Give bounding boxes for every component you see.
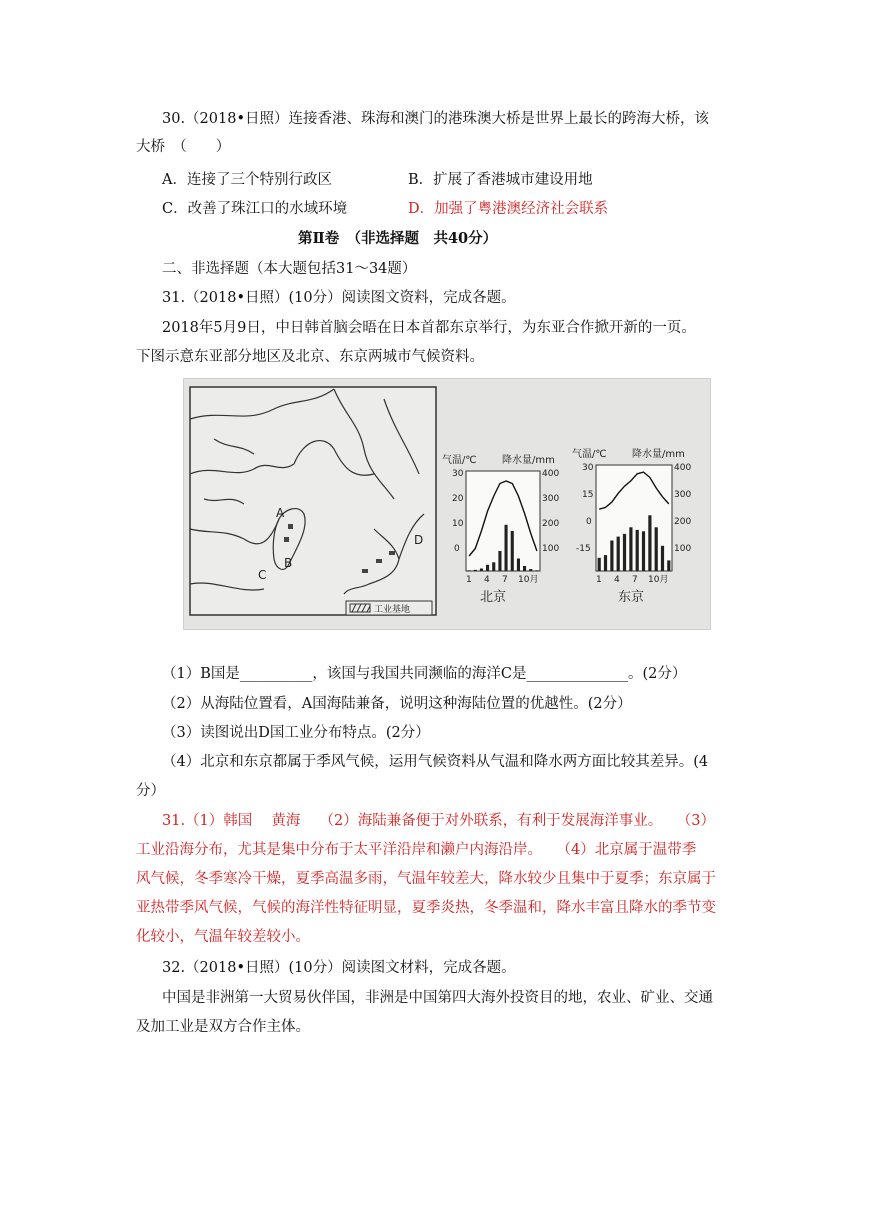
chart-beijing-precip-tick: 300 <box>542 494 560 504</box>
legend-label: 工业基地 <box>374 605 411 615</box>
chart-tokyo-month-tick: 1 <box>596 575 602 585</box>
q30-stem-line1: 30.（2018•日照）连接香港、珠海和澳门的港珠澳大桥是世界上最长的跨海大桥，该 <box>162 111 710 127</box>
chart-beijing-temp-tick: 30 <box>452 469 464 479</box>
chart-tokyo-temp-tick: 0 <box>586 517 592 527</box>
chart-tokyo-precip-bar <box>617 537 620 572</box>
map-label-a: A <box>276 506 285 520</box>
chart-tokyo-precip-bar <box>667 560 670 571</box>
chart-beijing-precip-tick: 200 <box>542 519 560 529</box>
q31-figure <box>183 378 711 630</box>
chart-beijing-temp-tick: 20 <box>452 494 464 504</box>
chart-beijing-precip-bar <box>480 569 483 572</box>
q31-answer-line1: 31.（1）韩国 黄海 （2）海陆兼备便于对外联系，有利于发展海洋事业。 （3） <box>162 813 715 829</box>
q31-intro-line1: 2018年5月9日，中日韩首脑会晤在日本首都东京举行，为东亚合作掀开新的一页。 <box>162 320 696 336</box>
chart-beijing-precip-bar <box>535 570 538 571</box>
chart-beijing-temp-tick: 10 <box>452 519 464 529</box>
q30-option-c: C．改善了珠江口的水域环境 <box>162 201 348 217</box>
map-label-b: B <box>284 556 293 570</box>
map-frame <box>190 387 436 615</box>
chart-beijing-month-tick: 4 <box>484 575 490 585</box>
q32-head: 32.（2018•日照）(10分）阅读图文材料，完成各题。 <box>162 960 516 976</box>
chart-beijing-precip-tick: 400 <box>542 469 560 479</box>
chart-beijing-temp-tick: 0 <box>454 544 460 554</box>
q31-answer-line2: 工业沿海分布，尤其是集中分布于太平洋沿岸和濑户内海沿岸。 （4）北京属于温带季 <box>136 842 697 858</box>
chart-tokyo-precip-bar <box>661 546 664 571</box>
section-subtitle: 二、非选择题（本大题包括31～34题） <box>162 261 417 277</box>
chart-tokyo-temp-tick: 15 <box>582 490 594 500</box>
chart-beijing-city: 北京 <box>480 590 507 605</box>
chart-tokyo-precip-bar <box>604 555 607 571</box>
chart-tokyo-precip-bar <box>610 541 613 572</box>
chart-tokyo-precip-tick: 200 <box>674 517 692 527</box>
chart-beijing-precip-label: 降水量/mm <box>502 455 555 466</box>
chart-beijing-precip-bar <box>468 570 471 571</box>
map-label-c: C <box>258 568 267 582</box>
chart-beijing-precip-bar <box>492 562 495 571</box>
q31-sub4-line2: 分） <box>136 783 165 799</box>
chart-tokyo-precip-bar <box>636 530 639 571</box>
chart-beijing-precip-bar <box>523 566 526 571</box>
chart-beijing-precip-bar <box>505 525 508 571</box>
q32-intro-line1: 中国是非洲第一大贸易伙伴国，非洲是中国第四大海外投资目的地，农业、矿业、交通 <box>162 990 713 1006</box>
map-label-d: D <box>414 533 424 547</box>
q31-sub2: （2）从海陆位置看，A国海陆兼备，说明这种海陆位置的优越性。(2分） <box>162 696 632 712</box>
section-title: 第Ⅱ卷 （非选择题 共40分） <box>298 230 498 247</box>
chart-tokyo-precip-tick: 400 <box>674 463 692 473</box>
chart-tokyo-city: 东京 <box>618 590 645 605</box>
climate-chart-beijing <box>442 453 559 605</box>
q31-head: 31.（2018•日照）(10分）阅读图文资料，完成各题。 <box>162 290 516 306</box>
chart-tokyo-precip-bar <box>629 527 632 571</box>
chart-tokyo-temp-label: 气温/℃ <box>572 449 607 460</box>
chart-beijing-precip-tick: 100 <box>542 544 560 554</box>
chart-beijing-precip-bar <box>517 559 520 572</box>
q31-sub4-line1: （4）北京和东京都属于季风气候，运用气候资料从气温和降水两方面比较其差异。(4 <box>162 754 709 770</box>
chart-tokyo-precip-tick: 100 <box>674 544 692 554</box>
chart-beijing-temp-label: 气温/℃ <box>442 455 477 466</box>
chart-tokyo-temp-tick: -15 <box>576 544 591 554</box>
q31-answer-line5: 化较小，气温年较差较小。 <box>136 929 310 945</box>
chart-beijing-precip-bar <box>498 551 501 571</box>
chart-tokyo-precip-bar <box>648 515 651 571</box>
chart-beijing-month-tick: 10月 <box>518 575 539 585</box>
chart-tokyo-precip-bar <box>655 527 658 571</box>
q31-sub1: （1）B国是__________，该国与我国共同濒临的海洋C是______________。(2分） <box>162 666 687 682</box>
q31-sub3: （3）读图说出D国工业分布特点。(2分） <box>162 725 430 741</box>
climate-chart-tokyo <box>572 447 691 605</box>
chart-tokyo-precip-bar <box>642 531 645 571</box>
q30-option-a: A．连接了三个特别行政区 <box>162 172 332 188</box>
chart-tokyo-precip-tick: 300 <box>674 490 692 500</box>
chart-tokyo-precip-bar <box>598 558 601 571</box>
chart-beijing-precip-bar <box>529 569 532 571</box>
chart-beijing-plot <box>466 471 540 571</box>
chart-tokyo-plot <box>596 465 672 571</box>
chart-tokyo-month-tick: 10月 <box>648 575 669 585</box>
q32-intro-line2: 及加工业是双方合作主体。 <box>136 1019 310 1035</box>
chart-tokyo-precip-label: 降水量/mm <box>632 449 685 460</box>
chart-beijing-month-tick: 1 <box>466 575 472 585</box>
chart-beijing-precip-bar <box>486 565 489 571</box>
chart-tokyo-temp-tick: 30 <box>582 463 594 473</box>
chart-tokyo-month-tick: 7 <box>632 575 638 585</box>
chart-beijing-precip-bar <box>474 570 477 571</box>
chart-beijing-month-tick: 7 <box>502 575 508 585</box>
q31-answer-line4: 亚热带季风气候，气候的海洋性特征明显，夏季炎热，冬季温和，降水丰富且降水的季节变 <box>136 900 716 916</box>
chart-beijing-precip-bar <box>511 531 514 571</box>
chart-tokyo-precip-bar <box>623 534 626 571</box>
q31-intro-line2: 下图示意东亚部分地区及北京、东京两城市气候资料。 <box>136 349 484 365</box>
q30-stem-line2: 大桥 （ ） <box>136 139 231 155</box>
q30-option-b: B．扩展了香港城市建设用地 <box>408 172 593 188</box>
q30-option-d-answer: D．加强了粤港澳经济社会联系 <box>408 201 609 217</box>
chart-tokyo-month-tick: 4 <box>614 575 620 585</box>
q31-answer-line3: 风气候，冬季寒冷干燥，夏季高温多雨，气温年较差大，降水较少且集中于夏季；东京属于 <box>136 871 716 887</box>
